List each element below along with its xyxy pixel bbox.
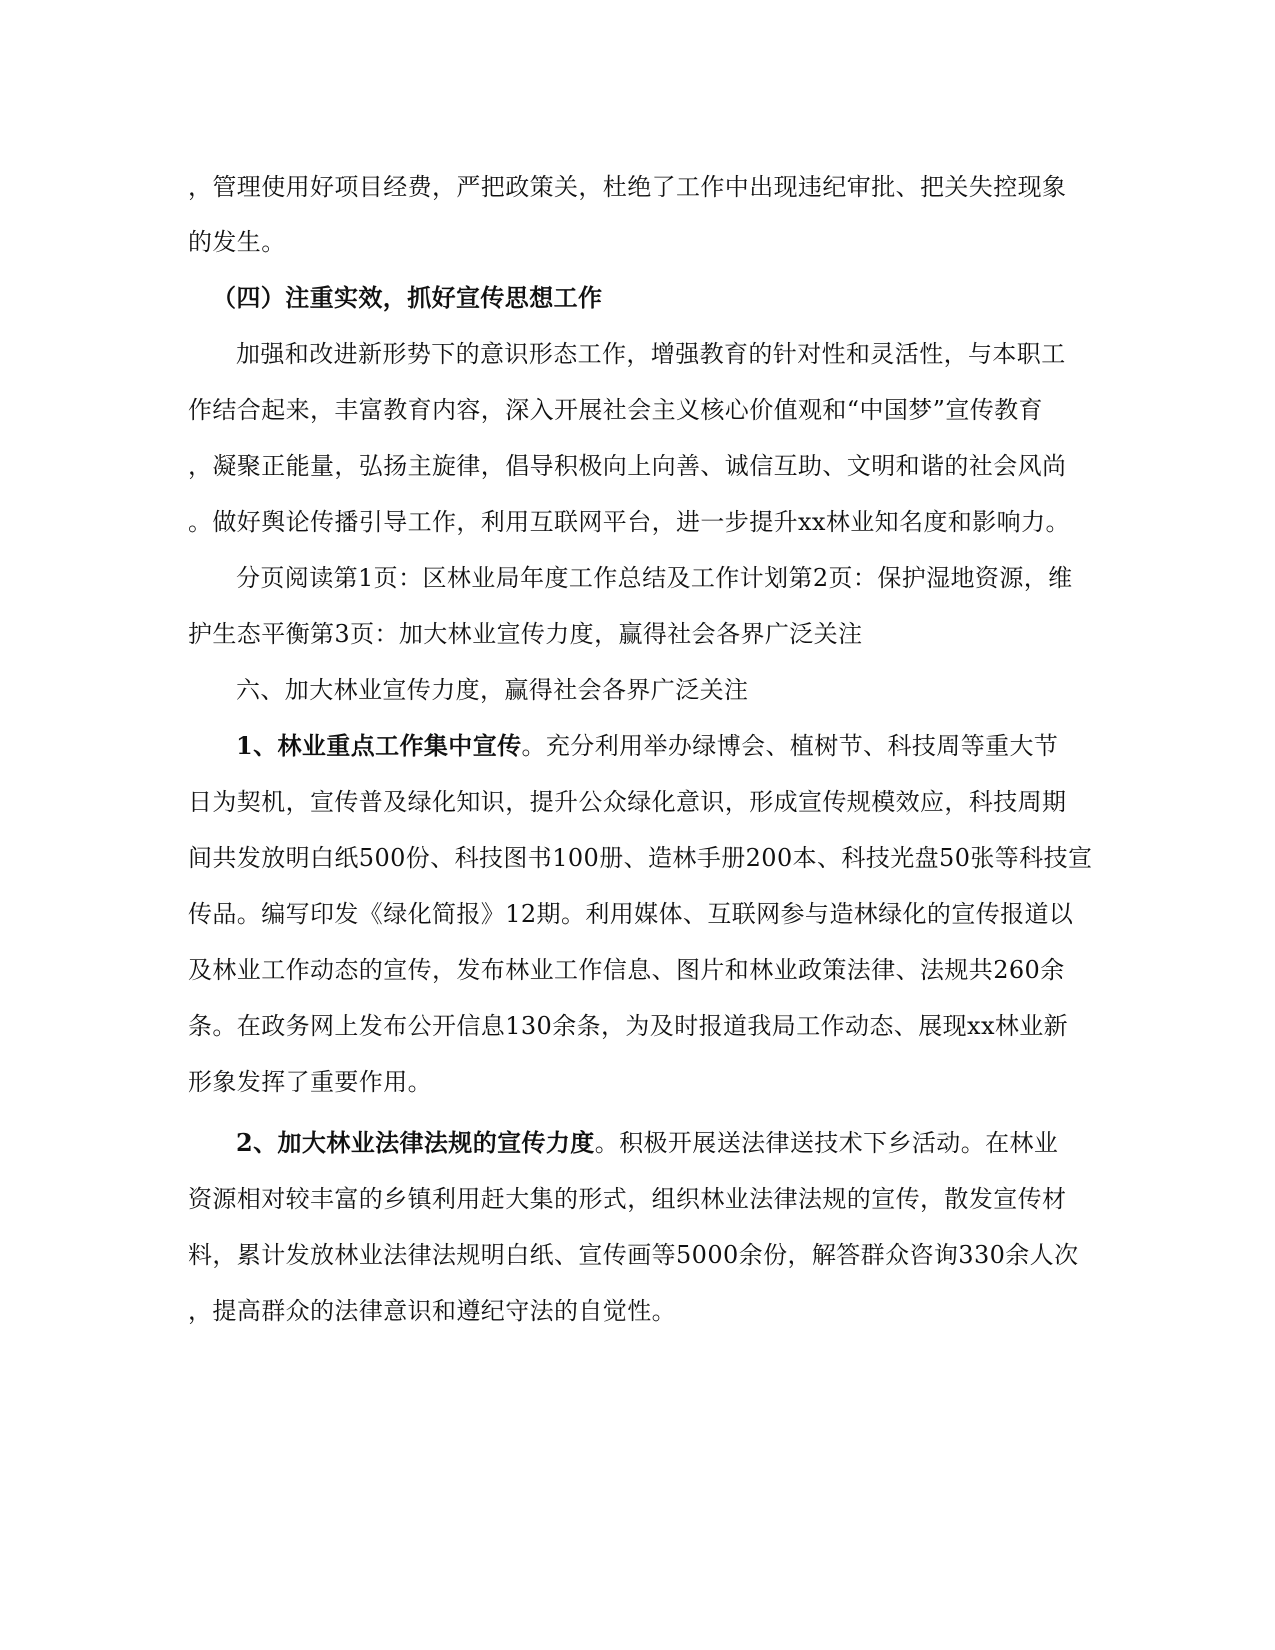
paragraph-line: 的发生。 [188, 228, 286, 256]
paragraph-line: 条。在政务网上发布公开信息130余条，为及时报道我局工作动态、展现xx林业新 [188, 1012, 1069, 1040]
paragraph-line: 资源相对较丰富的乡镇利用赶大集的形式，组织林业法律法规的宣传，散发宣传材 [188, 1185, 1067, 1213]
paragraph-line: 加强和改进新形势下的意识形态工作，增强教育的针对性和灵活性，与本职工 [236, 340, 1066, 368]
paragraph-line: 间共发放明白纸500份、科技图书100册、造林手册200本、科技光盘50张等科技宣 [188, 844, 1093, 872]
paragraph-line [236, 1128, 1136, 1158]
item-1-text: 。充分利用举办绿博会、植树节、科技周等重大节 [521, 732, 1059, 760]
paragraph-line: 传品。编写印发《绿化简报》12期。利用媒体、互联网参与造林绿化的宣传报道以 [188, 900, 1074, 928]
paragraph-line: ，凝聚正能量，弘扬主旋律，倡导积极向上向善、诚信互助、文明和谐的社会风尚 [188, 452, 1067, 480]
paragraph-line: ，提高群众的法律意识和遵纪守法的自觉性。 [188, 1297, 676, 1325]
paragraph-line: 及林业工作动态的宣传，发布林业工作信息、图片和林业政策法律、法规共260余 [188, 956, 1065, 984]
item-2-heading: 2、加大林业法律法规的宣传力度 [236, 1128, 595, 1157]
item-1-heading: 1、林业重点工作集中宣传 [236, 731, 522, 760]
paragraph-line: 作结合起来，丰富教育内容，深入开展社会主义核心价值观和“中国梦”宣传教育 [188, 396, 1043, 424]
pagination-note-line: 护生态平衡第3页：加大林业宣传力度，赢得社会各界广泛关注 [188, 620, 863, 648]
paragraph-line [236, 731, 1136, 761]
pagination-note-line: 分页阅读第1页：区林业局年度工作总结及工作计划第2页：保护湿地资源，维 [236, 564, 1073, 592]
item-2-text: 。积极开展送法律送技术下乡活动。在林业 [594, 1129, 1059, 1157]
paragraph-line: 料，累计发放林业法律法规明白纸、宣传画等5000余份，解答群众咨询330余人次 [188, 1241, 1079, 1269]
paragraph-line: 形象发挥了重要作用。 [188, 1068, 432, 1096]
paragraph-line: 日为契机，宣传普及绿化知识，提升公众绿化意识，形成宣传规模效应，科技周期 [188, 788, 1067, 816]
section-heading: （四）注重实效，抓好宣传思想工作 [212, 283, 603, 312]
paragraph-line: ，管理使用好项目经费，严把政策关，杜绝了工作中出现违纪审批、把关失控现象 [188, 173, 1067, 201]
paragraph-line: 。做好舆论传播引导工作，利用互联网平台，进一步提升xx林业知名度和影响力。 [188, 508, 1070, 536]
section-title: 六、加大林业宣传力度，赢得社会各界广泛关注 [236, 676, 749, 704]
